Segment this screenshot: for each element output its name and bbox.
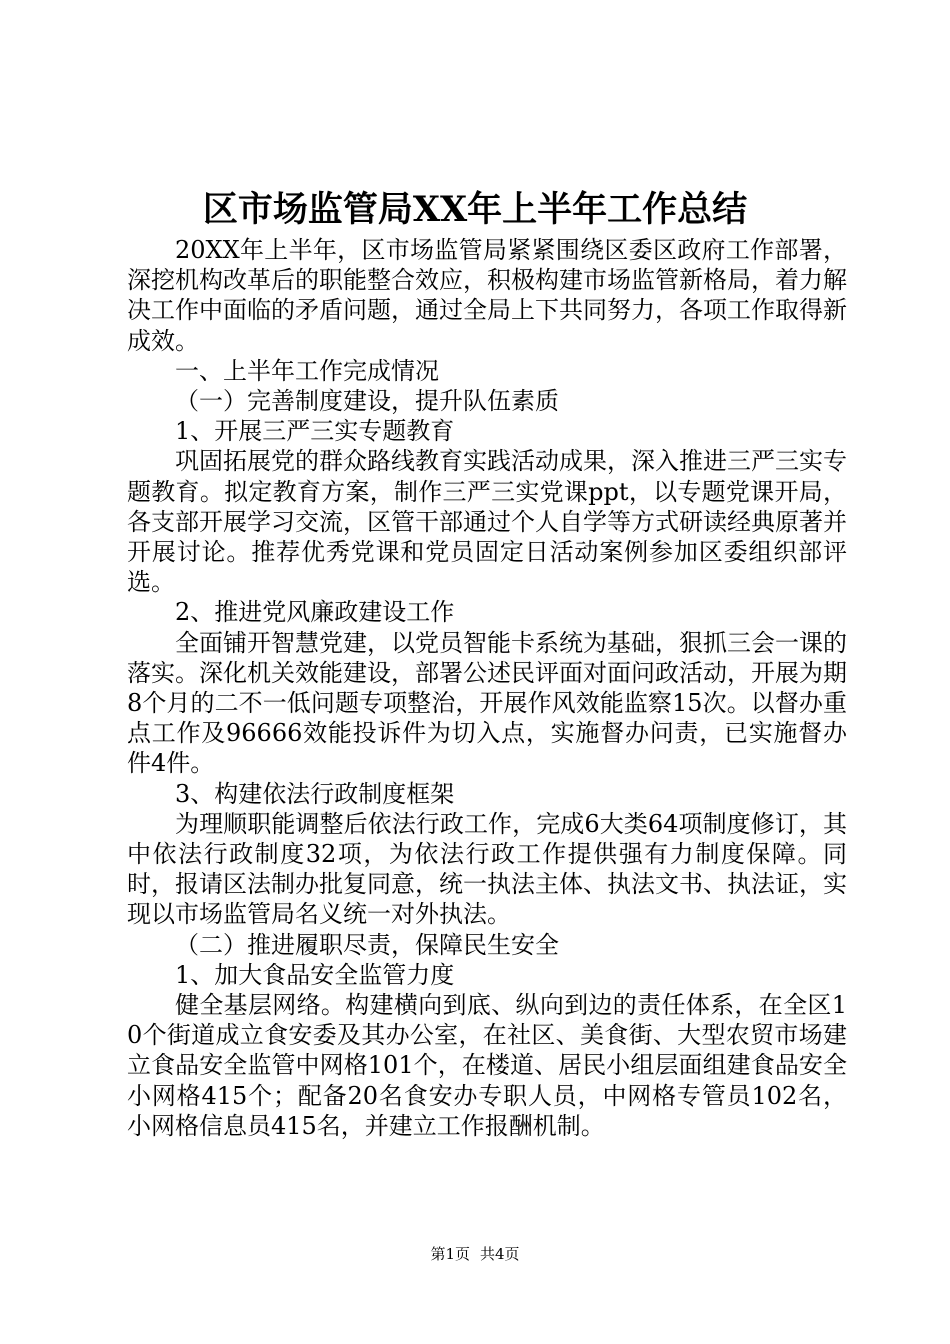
paragraph-1-1: 巩固拓展党的群众路线教育实践活动成果，深入推进三严三实专题教育。拟定教育方案，制作三严三实党课ppt，以专题党课开局，各支部开展学习交流，区管干部通过个人自学等方式研读经典原著并开展讨论。推荐优秀党课和党员固定日活动案例参加区委组织部评选。 [127,447,847,597]
document-body [127,235,847,1141]
document-title: 区市场监管局XX年上半年工作总结 [202,189,748,230]
page-footer [0,1244,950,1264]
page-total: 共4页 [480,1245,520,1263]
subsection-heading-1: （一）完善制度建设，提升队伍素质 [175,387,559,416]
subsection-heading-2: （二）推进履职尽责，保障民生安全 [175,930,559,959]
item-heading-1-2: 2、推进党风廉政建设工作 [175,598,455,627]
intro-paragraph: 20XX年上半年，区市场监管局紧紧围绕区委区政府工作部署，深挖机构改革后的职能整合效应，积极构建市场监管新格局，着力解决工作中面临的矛盾问题，通过全局上下共同努力，各项工作取得新成效。 [127,236,847,355]
item-heading-2-1: 1、加大食品安全监管力度 [175,960,455,989]
page-number: 第1页 [430,1245,470,1263]
paragraph-2-1: 健全基层网络。构建横向到底、纵向到边的责任体系，在全区10个街道成立食安委及其办公室，在社区、美食街、大型农贸市场建立食品安全监管中网格101个，在楼道、居民小组层面组建食品安全小网格415个；配备20名食安办专职人员，中网格专管员102名，小网格信息员415名，并建立工作报酬机制。 [127,991,847,1140]
section-heading-1: 一、上半年工作完成情况 [175,356,439,385]
paragraph-1-3: 为理顺职能调整后依法行政工作，完成6大类64项制度修订，其中依法行政制度32项，为依法行政工作提供强有力制度保障。同时，报请区法制办批复同意，统一执法主体、执法文书、执法证，实现以市场监管局名义统一对外执法。 [127,809,847,929]
paragraph-1-2: 全面铺开智慧党建，以党员智能卡系统为基础，狠抓三会一课的落实。深化机关效能建设，部署公述民评面对面问政活动，开展为期8个月的二不一低问题专项整治，开展作风效能监察15次。以督办重点工作及96666效能投诉件为切入点，实施督办问责，已实施督办件4件。 [127,628,847,778]
item-heading-1-1: 1、开展三严三实专题教育 [175,417,455,446]
item-heading-1-3: 3、构建依法行政制度框架 [175,779,455,808]
